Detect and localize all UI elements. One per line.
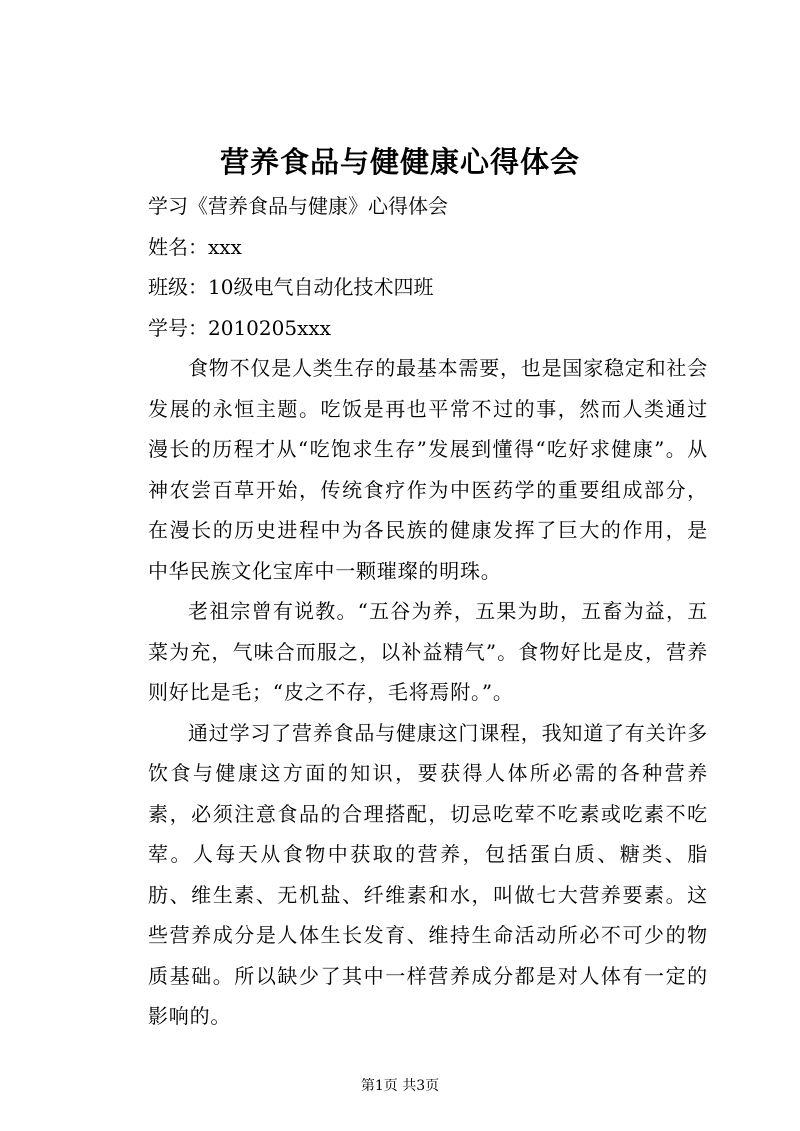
document-title: 营养食品与健健康心得体会 — [219, 145, 580, 179]
subtitle-line: 学习《营养食品与健康》心得体会 — [148, 194, 448, 218]
class-line: 班级：10级电气自动化技术四班 — [148, 275, 434, 299]
paragraph-2: 老祖宗曾有说教。“五谷为养，五果为助，五畜为益，五菜为充，气味合而服之，以补益精气”。食物好比是皮，营养则好比是毛；“皮之不存，毛将焉附。”。 — [148, 599, 708, 704]
document-body — [148, 186, 708, 1037]
student-id-line: 学号：2010205xxx — [148, 315, 331, 340]
paragraph-1: 食物不仅是人类生存的最基本需要，也是国家稳定和社会发展的永恒主题。吃饭是再也平常不过的事，然而人类通过漫长的历程才从“吃饱求生存”发展到懂得“吃好求健康”。从神农尝百草开始，传统食疗作为中医药学的重要组成部分，在漫长的历史进程中为各民族的健康发挥了巨大的作用，是中华民族文化宝库中一颗璀璨的明珠。 — [148, 356, 708, 583]
paragraph-3: 通过学习了营养食品与健康这门课程，我知道了有关许多饮食与健康这方面的知识，要获得人体所必需的各种营养素，必须注意食品的合理搭配，切忌吃荤不吃素或吃素不吃荤。人每天从食物中获取的营养，包括蛋白质、糖类、脂肪、维生素、无机盐、纤维素和水，叫做七大营养要素。这些营养成分是人体生长发育、维持生命活动所必不可少的物质基础。所以缺少了其中一样营养成分都是对人体有一定的影响的。 — [148, 720, 708, 1028]
page-footer: 第1页 共3页 — [360, 1078, 440, 1094]
name-line: 姓名：xxx — [148, 234, 242, 259]
